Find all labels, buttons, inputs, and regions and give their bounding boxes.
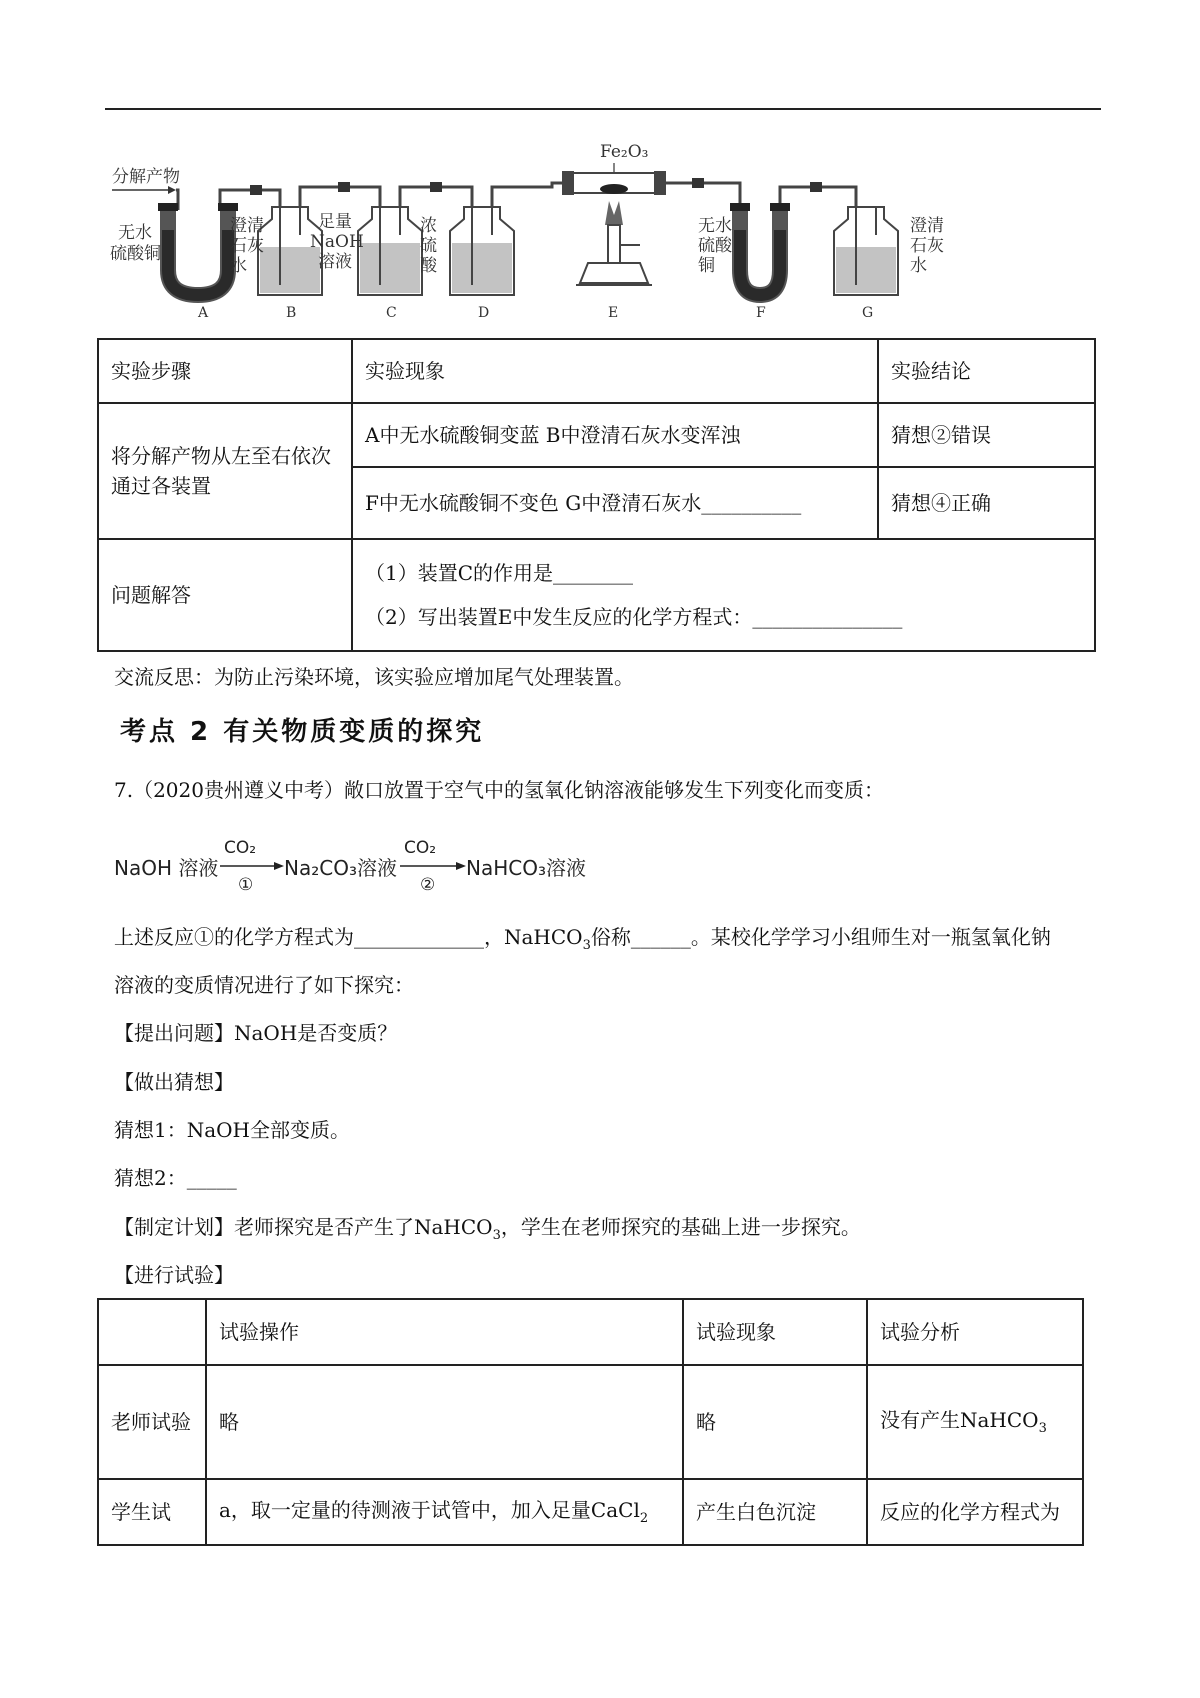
header-conclusion: 实验结论 — [878, 339, 1095, 403]
chain-end: NaHCO₃溶液 — [466, 856, 586, 880]
letter-B: B — [286, 305, 297, 321]
svg-text:硫酸: 硫酸 — [698, 236, 732, 256]
experiment-table-1 — [97, 338, 1096, 652]
guess-title: 【做出猜想】 — [114, 1070, 234, 1094]
apparatus-C-bottle — [310, 207, 422, 295]
chain-step-2: ② — [420, 875, 436, 895]
input-label: 分解产物 — [112, 167, 180, 187]
student-operation: a，取一定量的待测液于试管中，加入足量CaCl$_2$ — [206, 1479, 683, 1545]
apparatus-A-u-tube — [110, 203, 238, 295]
qa-label: 问题解答 — [98, 539, 352, 651]
reflection-text: 交流反思：为防止污染环境，该实验应增加尾气处理装置。 — [114, 665, 634, 689]
svg-text:铜: 铜 — [698, 256, 715, 276]
apparatus-D-bottle — [420, 207, 514, 295]
letter-C: C — [386, 305, 397, 321]
conclusion-row2: 猜想④正确 — [878, 467, 1095, 539]
svg-text:石灰: 石灰 — [910, 236, 944, 256]
apparatus-F-u-tube — [698, 203, 790, 295]
q7-intro: 7.（2020贵州遵义中考）敞口放置于空气中的氢氧化钠溶液能够发生下列变化而变质： — [114, 778, 884, 802]
svg-text:水: 水 — [910, 256, 927, 276]
header-analysis: 试验分析 — [867, 1299, 1083, 1365]
apparatus-E-combustion-tube — [562, 142, 666, 285]
chain-start: NaOH 溶液 — [114, 856, 219, 880]
svg-text:水: 水 — [230, 256, 247, 276]
teacher-operation: 略 — [206, 1365, 683, 1479]
guess-1: 猜想1：NaOH全部变质。 — [114, 1118, 350, 1142]
qa-cell — [352, 539, 1095, 651]
letter-D: D — [478, 305, 490, 321]
chain-co2-2: CO₂ — [404, 838, 437, 858]
apparatus-diagram — [100, 135, 980, 325]
phenomenon-row1: A中无水硫酸铜变蓝 B中澄清石灰水变浑浊 — [352, 403, 878, 467]
svg-text:溶液: 溶液 — [318, 252, 352, 272]
header-observation: 试验现象 — [683, 1299, 867, 1365]
reaction-chain — [112, 830, 612, 900]
section-heading: 考点 2 有关物质变质的探究 — [120, 717, 485, 747]
svg-text:硫: 硫 — [420, 236, 437, 256]
question-2: （2）写出装置E中发生反应的化学方程式：_______________ — [365, 605, 903, 629]
svg-text:石灰: 石灰 — [230, 236, 264, 256]
svg-text:浓: 浓 — [420, 216, 437, 236]
svg-text:澄清: 澄清 — [230, 216, 264, 236]
experiment-title: 【进行试验】 — [114, 1263, 234, 1287]
header-empty — [98, 1299, 206, 1365]
plan-line: 【制定计划】老师探究是否产生了NaHCO$_3$，学生在老师探究的基础上进一步探究。 — [114, 1215, 861, 1243]
experiment-table-2 — [97, 1298, 1084, 1546]
student-analysis: 反应的化学方程式为 — [867, 1479, 1083, 1545]
teacher-observation: 略 — [683, 1365, 867, 1479]
svg-text:无水: 无水 — [698, 216, 732, 236]
header-phenomenon: 实验现象 — [352, 339, 878, 403]
question-1: （1）装置C的作用是________ — [365, 561, 634, 585]
svg-text:无水: 无水 — [118, 223, 152, 243]
chain-co2-1: CO₂ — [224, 838, 257, 858]
apparatus-B-bottle — [230, 207, 322, 295]
svg-text:酸: 酸 — [420, 256, 437, 276]
svg-text:澄清: 澄清 — [910, 216, 944, 236]
step-cell: 将分解产物从左至右依次通过各装置 — [98, 403, 352, 539]
para-line2: 溶液的变质情况进行了如下探究： — [114, 973, 414, 997]
letter-G: G — [862, 305, 874, 321]
teacher-label: 老师试验 — [98, 1365, 206, 1479]
svg-text:NaOH: NaOH — [310, 232, 364, 252]
teacher-analysis: 没有产生NaHCO$_3$ — [867, 1365, 1083, 1479]
student-observation: 产生白色沉淀 — [683, 1479, 867, 1545]
student-label: 学生试 — [98, 1479, 206, 1545]
header-step: 实验步骤 — [98, 339, 352, 403]
header-operation: 试验操作 — [206, 1299, 683, 1365]
apparatus-G-bottle — [834, 207, 944, 295]
letter-A: A — [198, 305, 209, 321]
top-rule — [105, 108, 1101, 110]
ask-question: 【提出问题】NaOH是否变质？ — [114, 1021, 398, 1045]
guess-2: 猜想2：_____ — [114, 1166, 237, 1190]
phenomenon-row2: F中无水硫酸铜不变色 G中澄清石灰水__________ — [352, 467, 878, 539]
para-line1: 上述反应①的化学方程式为_____________，NaHCO$_3$俗称______。某校化学学习小组师生对一瓶氢氧化钠 — [114, 925, 1051, 953]
letter-E: E — [608, 305, 619, 321]
chain-step-1: ① — [238, 875, 254, 895]
fe2o3-label: Fe₂O₃ — [600, 142, 649, 162]
letter-F: F — [756, 305, 766, 321]
svg-text:硫酸铜: 硫酸铜 — [110, 244, 161, 264]
svg-text:足量: 足量 — [318, 212, 352, 232]
conclusion-row1: 猜想②错误 — [878, 403, 1095, 467]
chain-middle: Na₂CO₃溶液 — [284, 856, 397, 880]
